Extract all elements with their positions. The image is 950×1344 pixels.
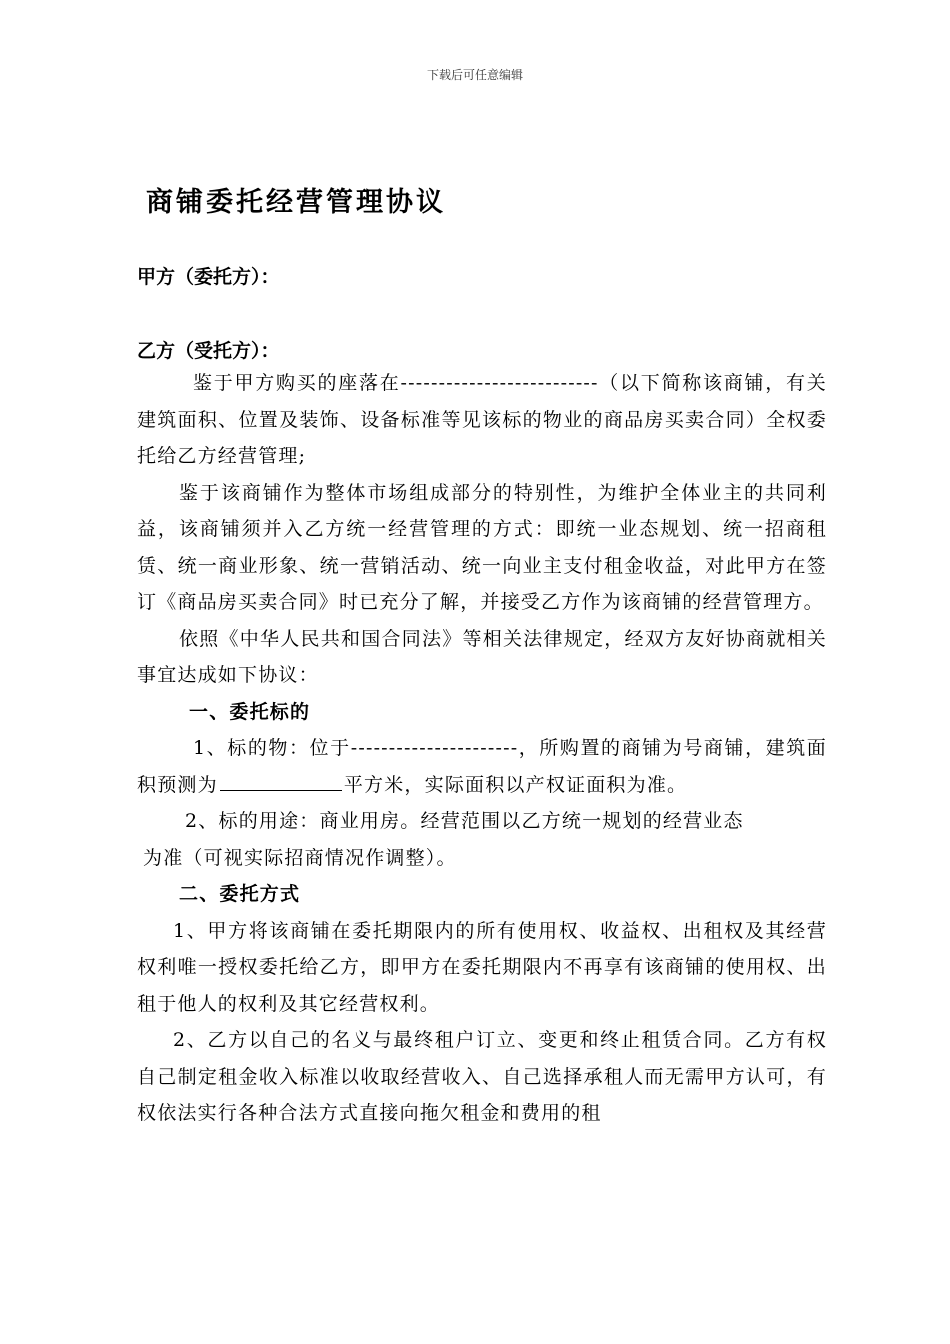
document-title: 商铺委托经营管理协议 [146,187,446,218]
section-heading-1: 一、委托标的 [189,700,311,723]
party-a-label: 甲方（委托方）： [137,266,280,288]
header-note: 下载后可任意编辑 [426,68,523,82]
section1-item1 [137,730,827,803]
section2-item1: 1、甲方将该商铺在委托期限内的所有使用权、收益权、出租权及其经营权利唯一授权委托给乙方，即甲方在委托期限内不再享有该商铺的使用权、出租于他人的权利及其它经营权利。 [137,919,827,1015]
section1-item1-text: 1、标的物：位于----------------------，所购置的商铺为号商铺，建筑面积预测为 [137,737,827,796]
section1-item2-line1: 2、标的用途：商业用房。经营范围以乙方统一规划的经营业态 [185,810,744,832]
area-blank-line [220,789,342,791]
party-b-label: 乙方（受托方）： [137,340,280,362]
section2-item2: 2、乙方以自己的名义与最终租户订立、变更和终止租赁合同。乙方有权自己制定租金收入标准以收取经营收入、自己选择承租人而无需甲方认可，有权依法实行各种合法方式直接向拖欠租金和费用的租 [137,1029,827,1124]
section-heading-2: 二、委托方式 [179,883,301,905]
document-body [137,365,827,1132]
paragraph-recital-3: 依照《中华人民共和国合同法》等相关法律规定，经双方友好协商就相关事宜达成如下协议： [137,627,827,686]
section1-item2-line2: 为准（可视实际招商情况作调整）。 [143,846,457,869]
section1-item1-text-end: 平方米，实际面积以产权证面积为准。 [343,773,688,796]
paragraph-recital-1: 鉴于甲方购买的座落在--------------------------（以下简称该商铺，有关建筑面积、位置及装饰、设备标准等见该标的物业的商品房买卖合同）全权委托给乙方经营管理; [137,372,827,467]
paragraph-recital-2: 鉴于该商铺作为整体市场组成部分的特别性，为维护全体业主的共同利益，该商铺须并入乙方统一经营管理的方式：即统一业态规划、统一招商租赁、统一商业形象、统一营销活动、统一向业主支付租金收益，对此甲方在签订《商品房买卖合同》时已充分了解，并接受乙方作为该商铺的经营管理方。 [137,481,827,613]
